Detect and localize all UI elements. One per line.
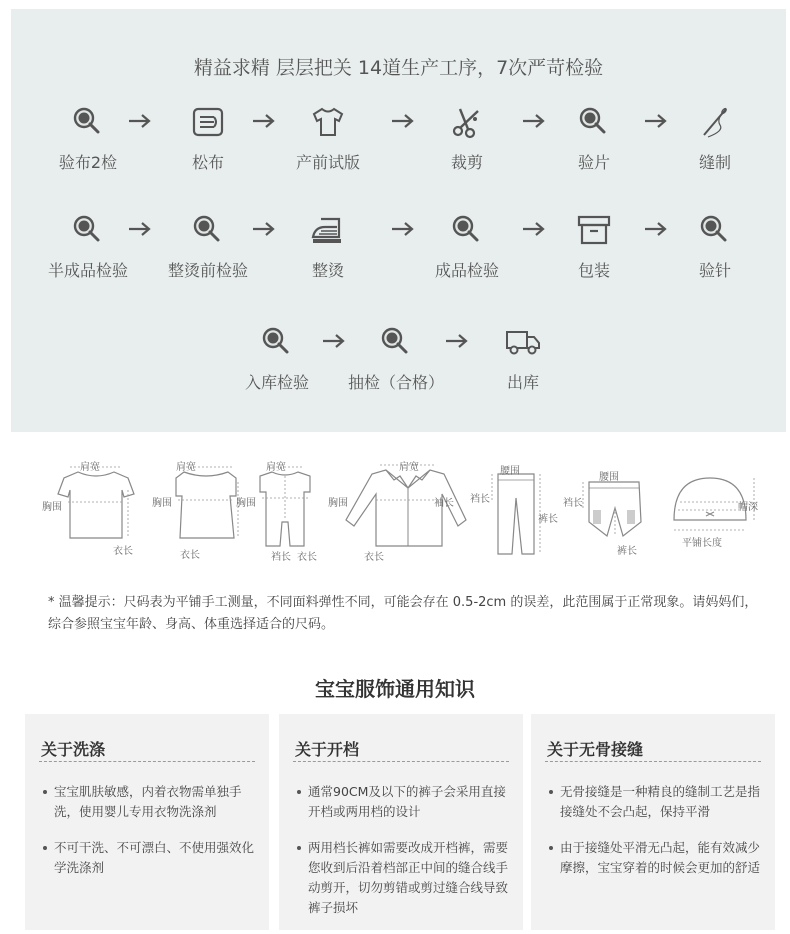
step-label: 整烫 <box>311 261 344 280</box>
dress-size-diagram <box>150 450 245 560</box>
list-item: 宝宝肌肤敏感，内着衣物需单独手洗，使用婴儿专用衣物洗涤剂 <box>41 782 259 822</box>
list-item: 由于接缝处平滑无凸起，能有效减少摩擦，宝宝穿着的时候会更加的舒适 <box>547 838 765 878</box>
scissors-icon <box>448 103 486 141</box>
step-label: 松布 <box>191 153 224 172</box>
hat-depth-label: 帽深 <box>738 502 758 513</box>
step-label: 整烫前检验 <box>167 261 248 280</box>
divider <box>39 761 255 762</box>
step-label: 验布2检 <box>58 153 118 172</box>
shorts-length-label: 裤长 <box>617 546 637 557</box>
step-label: 验针 <box>698 261 731 280</box>
list-item: 通常90CM及以下的裤子会采用直接开档或两用档的设计 <box>295 782 513 822</box>
tshirt-chest-label: 胸围 <box>42 502 62 513</box>
process-title: 精益求精 层层把关 14道生产工序，7次严苛检验 <box>193 57 604 79</box>
card-washing <box>25 714 269 930</box>
magnifier-icon <box>258 323 296 361</box>
magnifier-icon <box>69 103 107 141</box>
step-piece-inspection <box>529 103 659 173</box>
tshirt-shoulder-label: 肩宽 <box>80 462 100 473</box>
fabric-roll-icon <box>189 103 227 141</box>
card-open-crotch <box>279 714 523 930</box>
step-label: 半成品检验 <box>47 261 128 280</box>
step-packaging <box>529 211 659 281</box>
divider <box>545 761 761 762</box>
needle-icon <box>696 103 734 141</box>
hat-width-label: 平铺长度 <box>682 538 722 549</box>
magnifier-icon <box>69 211 107 249</box>
hat-size-diagram <box>660 450 770 560</box>
step-spot-check <box>331 323 461 393</box>
shorts-crotch-label: 裆长 <box>563 498 583 509</box>
size-guide <box>30 450 770 580</box>
step-label: 产前试版 <box>295 153 360 172</box>
romper-length-label: 衣长 <box>297 552 317 563</box>
list-item: 不可干洗、不可漂白、不使用强效化学洗涤剂 <box>41 838 259 878</box>
step-needle-detection <box>650 211 780 281</box>
step-ironing <box>263 211 393 281</box>
iron-icon <box>309 211 347 249</box>
pants-length-label: 裤长 <box>538 514 558 525</box>
card-title: 关于洗涤 <box>41 740 106 759</box>
divider <box>293 761 509 762</box>
card-title: 关于无骨接缝 <box>547 740 644 759</box>
jacket-shoulder-label: 肩宽 <box>399 462 419 473</box>
card-title: 关于开档 <box>295 740 360 759</box>
dress-length-label: 衣长 <box>180 550 200 561</box>
dress-shoulder-label: 肩宽 <box>176 462 196 473</box>
size-tip: * 温馨提示：尺码表为平铺手工测量，不同面料弹性不同，可能会存在 0.5-2cm 的误差，此范围属于正常现象。请妈妈们，综合参照宝宝年龄、身高、体重选择适合的尺码。 <box>48 595 758 632</box>
magnifier-icon <box>189 211 227 249</box>
step-shipping <box>458 323 588 393</box>
list-item: 两用档长裤如需要改成开档裤，需要您收到后沿着档部正中间的缝合线手动剪开，切勿剪错或剪过缝合线导致裤子损坏 <box>295 838 513 918</box>
truck-icon <box>504 323 542 361</box>
step-label: 包装 <box>577 261 610 280</box>
step-label: 验片 <box>577 153 610 172</box>
step-sewing <box>650 103 780 173</box>
magnifier-icon <box>575 103 613 141</box>
card-seamless <box>531 714 775 930</box>
step-label: 入库检验 <box>244 373 309 392</box>
process-panel <box>11 9 786 432</box>
dress-chest-label: 胸围 <box>152 498 172 509</box>
shirt-icon <box>309 103 347 141</box>
pants-waist-label: 腰围 <box>500 466 520 477</box>
romper-shoulder-label: 肩宽 <box>266 462 286 473</box>
pants-crotch-label: 裆长 <box>470 494 490 505</box>
knowledge-title: 宝宝服饰通用知识 <box>315 677 475 701</box>
romper-size-diagram <box>236 450 330 565</box>
step-label: 抽检（合格） <box>347 373 444 392</box>
magnifier-icon <box>448 211 486 249</box>
step-label: 缝制 <box>698 153 731 172</box>
step-cutting <box>402 103 532 173</box>
jacket-length-label: 衣长 <box>364 552 384 563</box>
magnifier-icon <box>377 323 415 361</box>
shorts-waist-label: 腰围 <box>599 472 619 483</box>
step-sample <box>263 103 393 173</box>
romper-chest-label: 胸围 <box>236 498 256 509</box>
magnifier-icon <box>696 211 734 249</box>
step-label: 出库 <box>506 373 539 392</box>
jacket-chest-label: 胸围 <box>328 498 348 509</box>
tshirt-length-label: 衣长 <box>113 546 133 557</box>
long-pants-size-diagram <box>470 450 560 565</box>
step-label: 成品检验 <box>434 261 499 280</box>
step-finished-inspection <box>402 211 532 281</box>
box-icon <box>575 211 613 249</box>
jacket-sleeve-label: 袖长 <box>434 498 454 509</box>
jacket-size-diagram <box>330 450 470 565</box>
list-item: 无骨接缝是一种精良的缝制工艺是指接缝处不会凸起，保持平滑 <box>547 782 765 822</box>
step-label: 裁剪 <box>450 153 483 172</box>
romper-crotch-label: 裆长 <box>271 552 291 563</box>
tshirt-size-diagram <box>30 450 145 560</box>
shorts-size-diagram <box>565 450 655 565</box>
